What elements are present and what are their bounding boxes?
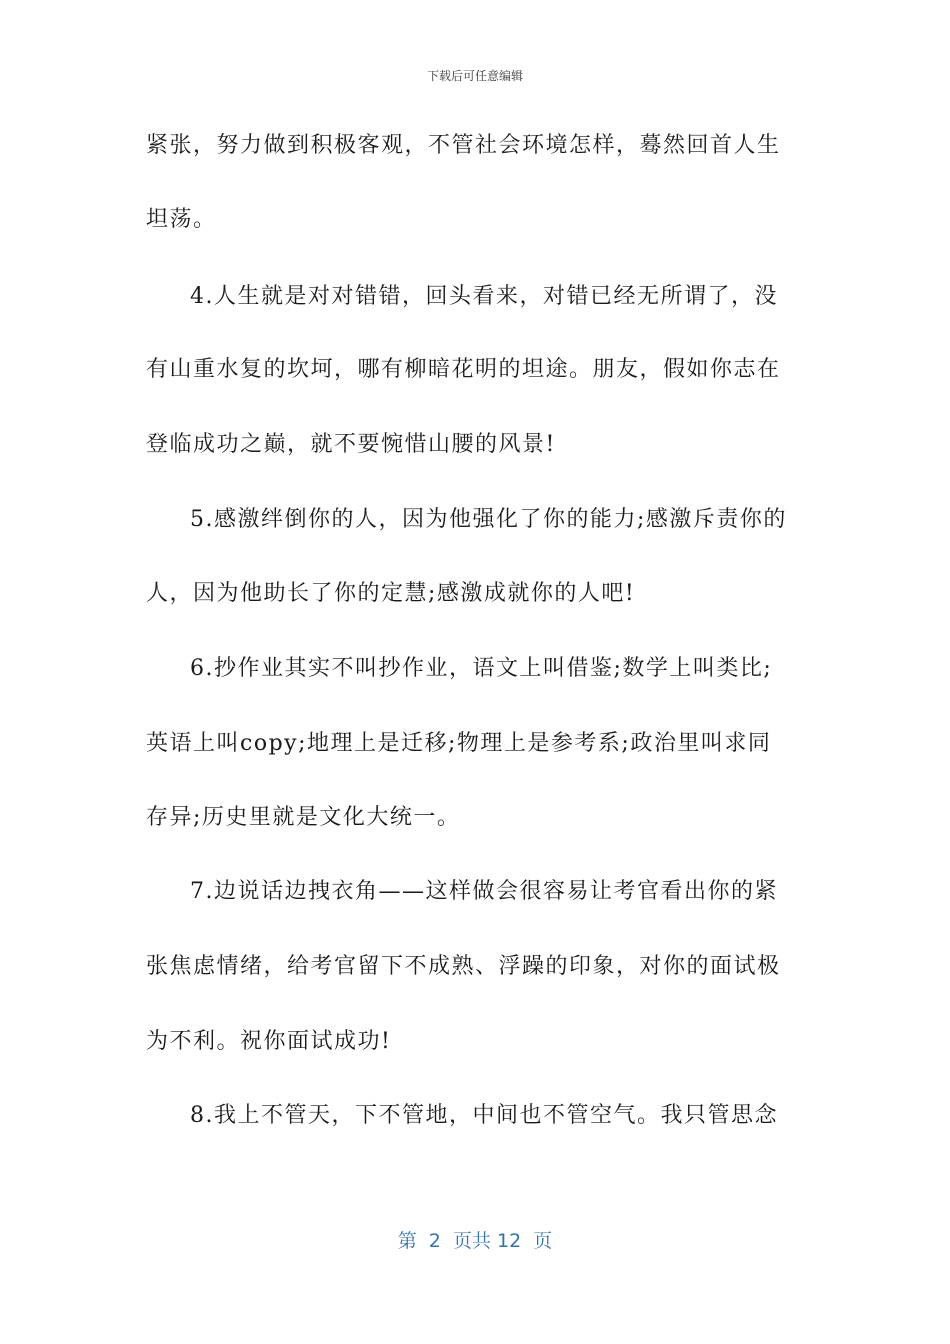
text-line: 5.感激绊倒你的人，因为他强化了你的能力;感激斥责你的 bbox=[190, 507, 787, 532]
text-line: 8.我上不管天，下不管地，中间也不管空气。我只管思念 bbox=[190, 1103, 778, 1128]
text-line: 存异;历史里就是文化大统一。 bbox=[146, 805, 461, 830]
text-line: 4.人生就是对对错错，回头看来，对错已经无所谓了，没 bbox=[190, 284, 778, 309]
text-line: 人，因为他助长了你的定慧;感激成就你的人吧! bbox=[146, 581, 636, 606]
text-line: 6.抄作业其实不叫抄作业，语文上叫借鉴;数学上叫类比; bbox=[190, 656, 773, 681]
page-header-note: 下载后可任意编辑 bbox=[426, 69, 523, 83]
text-line: 英语上叫copy;地理上是迁移;物理上是参考系;政治里叫求同 bbox=[146, 731, 772, 756]
text-line: 为不利。祝你面试成功! bbox=[146, 1029, 392, 1054]
text-line: 紧张，努力做到积极客观，不管社会环境怎样，蓦然回首人生 bbox=[146, 133, 781, 158]
text-line: 张焦虑情绪，给考官留下不成熟、浮躁的印象，对你的面试极 bbox=[146, 954, 781, 979]
text-line: 坦荡。 bbox=[146, 207, 217, 232]
text-line: 有山重水复的坎坷，哪有柳暗花明的坦途。朋友，假如你志在 bbox=[146, 357, 781, 382]
page-number-footer: 第 2 页共 12 页 bbox=[397, 1230, 553, 1252]
text-line: 登临成功之巅，就不要惋惜山腰的风景! bbox=[146, 432, 556, 457]
text-line: 7.边说话边拽衣角——这样做会很容易让考官看出你的紧 bbox=[190, 879, 778, 904]
